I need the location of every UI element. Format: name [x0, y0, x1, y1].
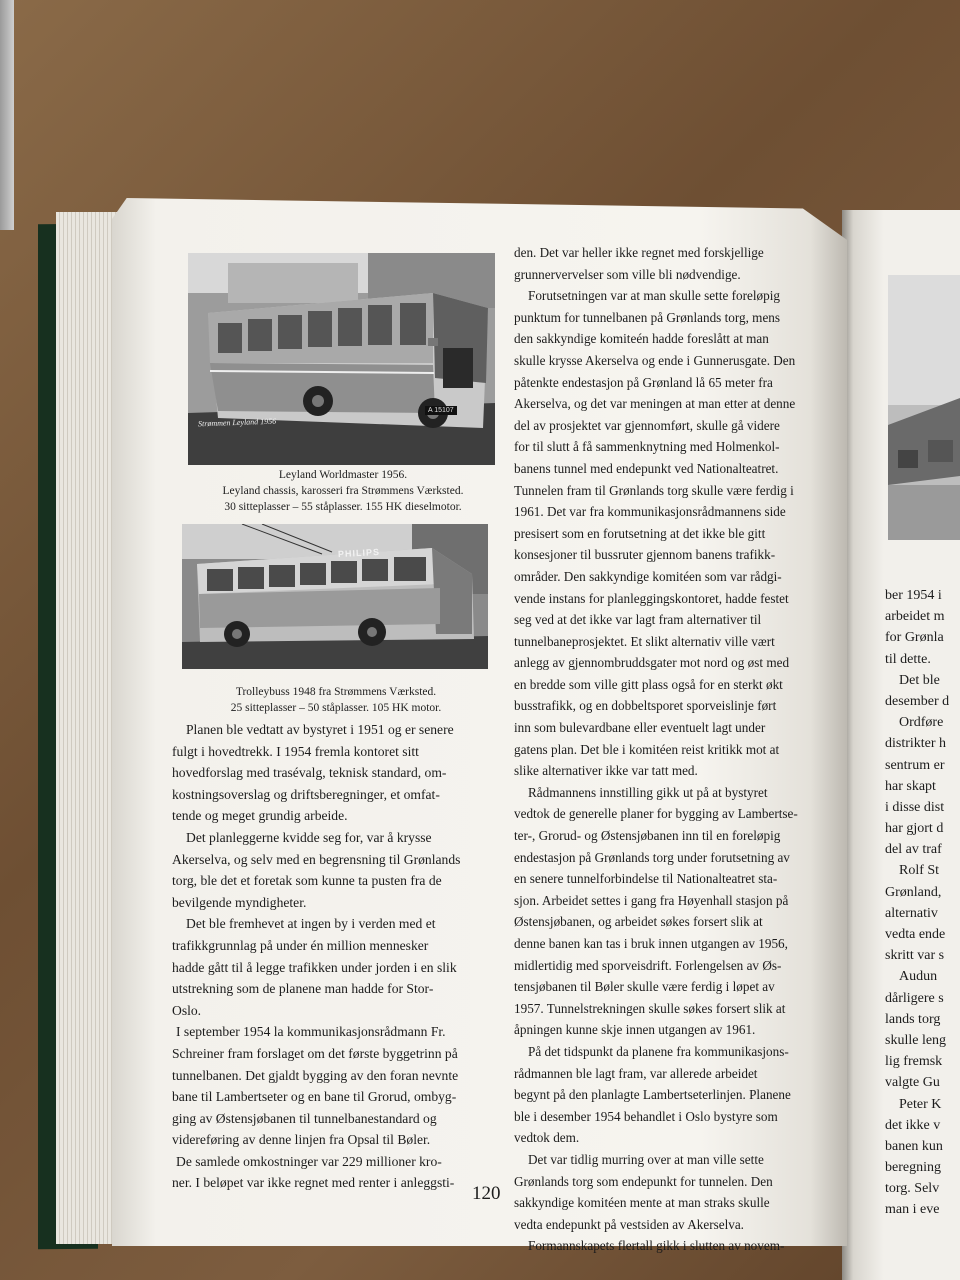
text-line: distrikter h — [885, 736, 947, 752]
text-line: ging av Østensjøbanen til tunnelbanestandard og — [172, 1110, 437, 1126]
text-line: ter-, Grorud- og Østensjøbanen inn til en foreløpig — [514, 828, 781, 844]
text-line: del av prosjektet var gjennomført, skulle gå videre — [514, 417, 780, 433]
text-line: gatens plan. Det ble i komitéen reist kritikk mot at — [514, 741, 780, 757]
text-line: Det ble fremhevet at ingen by i verden med et — [186, 916, 436, 932]
leyland-bus-caption: Leyland Worldmaster 1956. Leyland chassis, karosseri fra Strømmens Værksted. 30 sitteplasser – 55 ståplasser. 155 HK dieselmotor. — [222, 469, 464, 513]
text-line: tensjøbanen til Bøler skulle være ferdig i løpet av — [514, 979, 775, 995]
text-line: Akerselva, og det var meningen at man etter at denne — [514, 396, 796, 412]
text-line: sentrum er — [885, 757, 945, 773]
text-line: bane til Lambertseter og en bane til Grorud, ombyg- — [172, 1089, 457, 1105]
text-line: I september 1954 la kommunikasjonsrådmann Fr. — [176, 1024, 446, 1040]
text-line: ner. I beløpet var ikke regnet med renter i anleggsti- — [172, 1175, 455, 1191]
next-page-text — [885, 585, 949, 1221]
text-line: beregning — [885, 1160, 941, 1176]
text-line: trafikkgrunnlag på under én million mennesker — [172, 937, 429, 953]
text-line: skritt var s — [885, 948, 945, 964]
text-line: ble i desember 1954 behandlet i Oslo bystyre som — [514, 1108, 778, 1124]
text-line: skulle leng — [885, 1032, 947, 1048]
text-line: del av traf — [885, 842, 942, 858]
text-line: dårligere s — [885, 990, 944, 1006]
text-line: rådmannen ble lagt fram, var allerede arbeidet — [514, 1065, 758, 1081]
text-line: 1961. Det var fra kommunikasjonsrådmannens side — [514, 504, 786, 520]
text-line: desember d — [885, 693, 950, 709]
bus-photo-scrawl: Strømmen Leyland 1956 — [197, 416, 277, 429]
text-line: Østensjøbanen, og arbeidet søkes forsert slik at — [514, 914, 763, 930]
text-line: grunnervervelser som ville bli nødvendige. — [514, 266, 741, 282]
text-line: for Grønla — [885, 630, 944, 646]
text-line: i disse dist — [885, 799, 945, 815]
text-line: Tunnelen fram til Grønlands torg skulle være ferdig i — [514, 482, 794, 498]
text-line: Det planleggerne kvidde seg for, var å krysse — [186, 829, 432, 845]
text-line: vende instans for planleggingskontoret, hadde festet — [514, 590, 789, 606]
text-line: inn som bulevardbane eller eventuelt lagt under — [514, 720, 766, 736]
leyland-bus-photo — [188, 253, 495, 465]
text-line: Formannskapets flertall gikk i slutten av novem- — [528, 1238, 785, 1254]
text-line: sakkyndige komitéen mente at man straks skulle — [514, 1195, 770, 1211]
text-line: konsesjoner til bussruter gjennom banens trafikk- — [514, 547, 776, 563]
text-line: busstrafikk, og en dobbeltsporet sporveislinje ført — [514, 698, 777, 714]
text-line: Oslo. — [172, 1002, 202, 1018]
text-line: vedta endepunkt på vestsiden av Akerselva. — [514, 1216, 744, 1232]
text-line: midlertidig med sporveisdrift. Forlengelsen av Øs- — [514, 957, 782, 973]
text-line: endestasjon på Grønlands torg under forutsetning av — [514, 849, 790, 865]
trolleybus-banner: PHILIPS — [337, 546, 381, 560]
text-line: til dette. — [885, 651, 931, 667]
text-line: områder. Den sakkyndige komitéen som var rådgi- — [514, 568, 782, 584]
text-line: seg ved at det ikke var lagt fram alternativer til — [514, 612, 762, 628]
text-line: en bredde som ville gitt plass også for en sterkt økt — [514, 676, 783, 692]
next-page-photo — [888, 275, 960, 540]
text-line: vedtok dem. — [514, 1130, 580, 1146]
text-line: påtenkte endestasjon på Grønland lå 65 meter fra — [514, 374, 773, 390]
text-line: har skapt — [885, 778, 936, 794]
text-line: Planen ble vedtatt av bystyret i 1951 og er senere — [186, 722, 454, 737]
text-line: Grønland, — [885, 884, 942, 900]
text-line: De samlede omkostninger var 229 millioner kro- — [176, 1153, 442, 1169]
text-line: banens tunnel med endepunkt ved Nationalteatret. — [514, 460, 779, 476]
text-line: Grønlands torg som endepunkt for tunnelen. Den — [514, 1173, 773, 1189]
text-line: Forutsetningen var at man skulle sette foreløpig — [528, 288, 780, 304]
text-line: bevilgende myndigheter. — [172, 894, 307, 910]
bus-plate: A 15107 — [425, 406, 457, 415]
text-line: Akerselva, og selv med en begrensning til Grønlands — [172, 851, 461, 867]
text-line: lands torg — [885, 1011, 941, 1027]
text-line: den. Det var heller ikke regnet med forskjellige — [514, 245, 764, 260]
laptop-edge — [0, 0, 14, 230]
text-line: Schreiner fram forslaget om det første byggetrinn på — [172, 1045, 458, 1061]
text-line: tunnelbanen. Det gjaldt bygging av den foran nevnte — [172, 1067, 459, 1083]
text-line: Det ble — [899, 672, 940, 688]
text-line: tende og meget grundig arbeide. — [172, 808, 348, 824]
text-line: vedta ende — [885, 927, 946, 942]
text-line: Rådmannens innstilling gikk ut på at bystyret — [528, 784, 768, 800]
text-line: vedtok de generelle planer for bygging av Lambertse- — [514, 806, 798, 822]
text-line: tunnelbaneprosjektet. Et slikt alternativ ville vært — [514, 633, 775, 649]
text-line: torg. Selv — [885, 1181, 940, 1197]
text-line: ber 1954 i — [885, 588, 942, 603]
text-line: skulle krysse Akerselva og ende i Gunnerusgate. Den — [514, 352, 796, 368]
text-line: torg, ble det et foretak som kunne ta pusten fra de — [172, 873, 442, 889]
text-line: hovedforslag med trasévalg, teknisk standard, om- — [172, 765, 447, 781]
text-line: begynt på den planlagte Lambertseterlinjen. Planene — [514, 1087, 791, 1103]
text-line: banen kun — [885, 1138, 943, 1154]
text-line: punktum for tunnelbanen på Grønlands torg, mens — [514, 309, 781, 325]
text-line: videreføring av denne linjen fra Opsal til Bøler. — [172, 1132, 431, 1148]
right-text-column — [514, 243, 798, 1258]
text-line: utstrekning som de planene man hadde for Stor- — [172, 981, 434, 997]
trolleybus-caption: Trolleybuss 1948 fra Strømmens Værksted. 25 sitteplasser – 50 ståplasser. 105 HK motor. — [230, 686, 442, 714]
text-line: Rolf St — [899, 863, 940, 879]
text-line: slike alternativer ikke var tatt med. — [514, 763, 698, 779]
text-line: anlegg av gjennombruddsgater mot nord og øst med — [514, 655, 790, 671]
text-line: det ikke v — [885, 1117, 941, 1133]
text-line: for til slutt å få sammenknytning med Holmenkol- — [514, 439, 780, 455]
text-line: Peter K — [899, 1096, 942, 1112]
text-line: den sakkyndige komiteén hadde foreslått at man — [514, 331, 769, 347]
text-line: kostningsoverslag og driftsberegninger, et omfat- — [172, 786, 440, 802]
text-line: fulgt i hovedtrekk. I 1954 fremla kontoret sitt — [172, 743, 419, 759]
text-line: åpningen kunne skje innen utgangen av 1961. — [514, 1022, 756, 1038]
text-line: alternativ — [885, 905, 938, 921]
text-line: hadde gått til å legge trafikken under jorden i en slik — [172, 959, 457, 975]
text-line: denne banen kan tas i bruk innen utgangen av 1956, — [514, 936, 788, 951]
left-text-column — [172, 719, 460, 1194]
text-line: Audun — [899, 969, 938, 985]
text-line: har gjort d — [885, 821, 944, 837]
text-line: en senere tunnelforbindelse til Nationalteatret sta- — [514, 871, 778, 887]
text-line: man i eve — [885, 1202, 940, 1218]
text-line: lig fremsk — [885, 1054, 943, 1070]
text-line: Det var tidlig murring over at man ville sette — [528, 1151, 764, 1167]
text-line: 1957. Tunnelstrekningen skulle søkes forsert slik at — [514, 1000, 786, 1016]
text-line: Ordføre — [899, 715, 944, 731]
text-line: valgte Gu — [885, 1075, 940, 1091]
trolleybus-photo — [182, 524, 488, 669]
text-line: sjon. Arbeidet settes i gang fra Høyenhall stasjon på — [514, 892, 789, 908]
text-line: arbeidet m — [885, 609, 945, 625]
text-line: presisert som en forutsetning at det ikke ble gitt — [514, 525, 766, 541]
text-line: På det tidspunkt da planene fra kommunikasjons- — [528, 1043, 789, 1059]
page-number: 120 — [472, 1183, 501, 1204]
